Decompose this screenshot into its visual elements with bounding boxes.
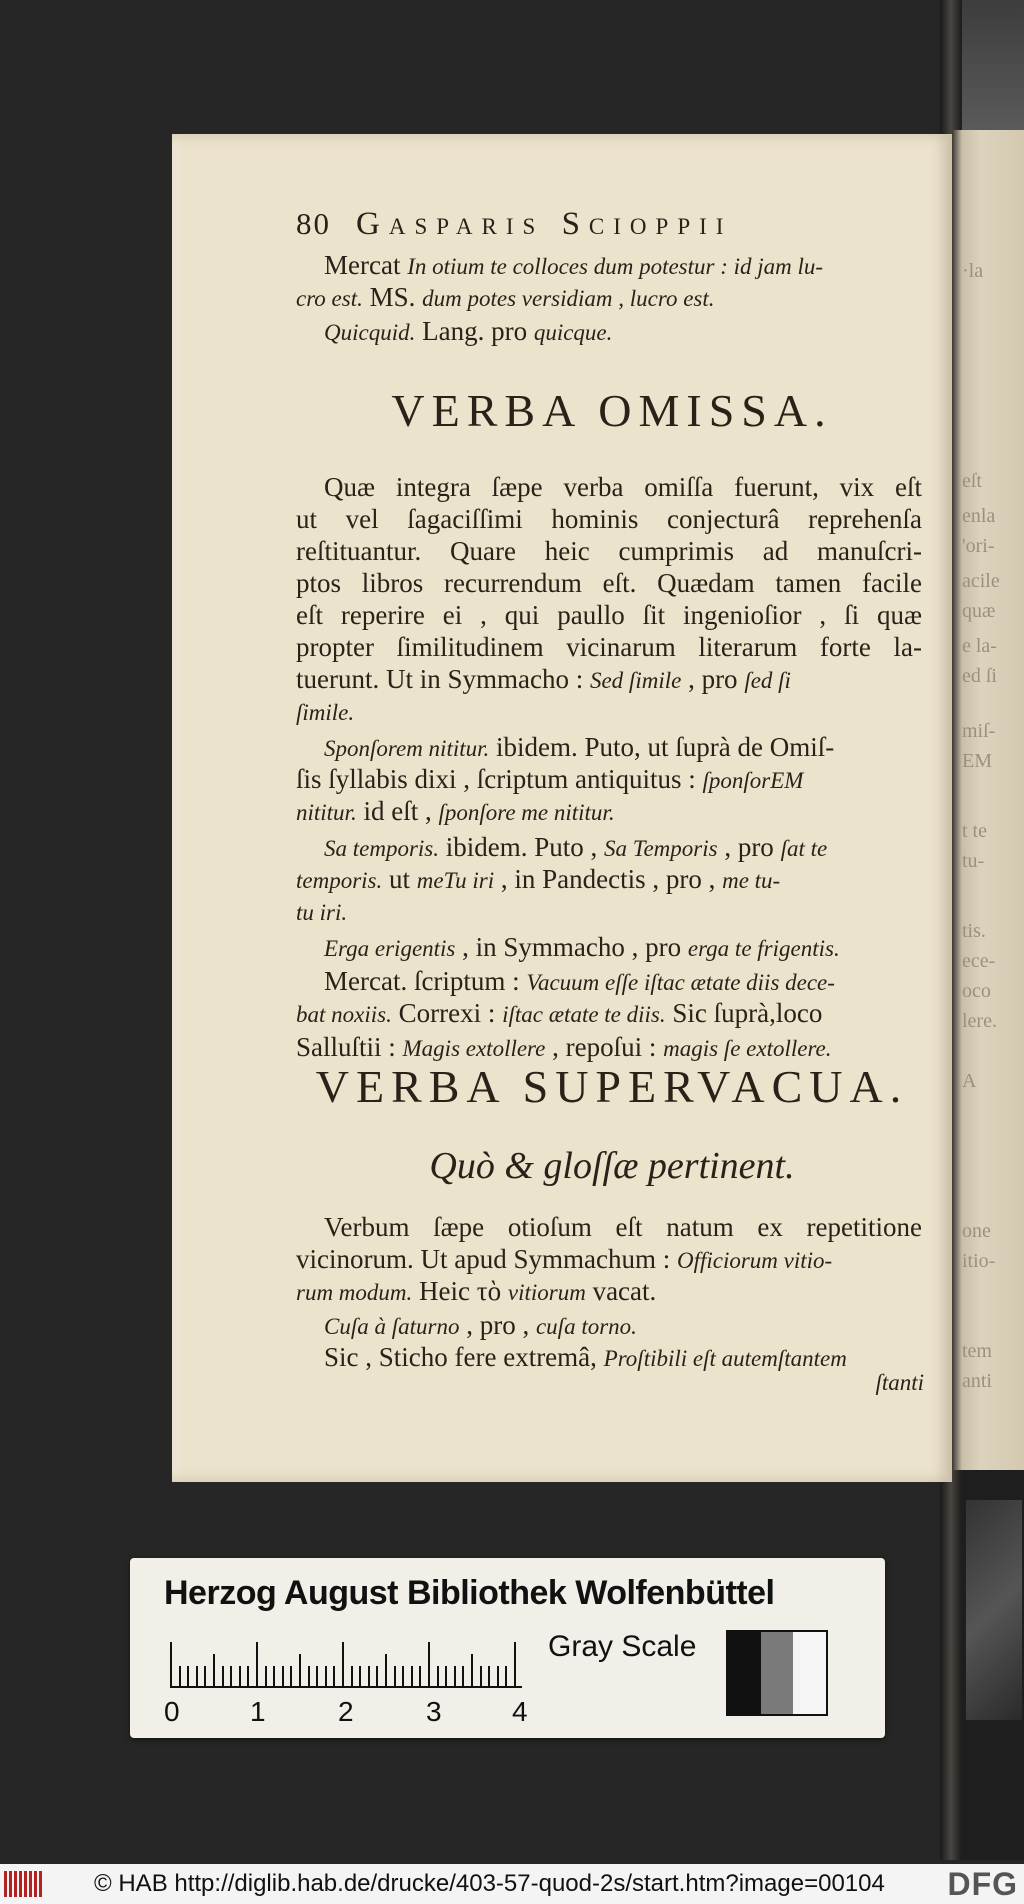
entry-line: ſis ſyllabis dixi , ſcriptum antiquitus : ſponſorEM — [296, 764, 804, 794]
facing-page-text: tis. — [962, 920, 986, 942]
entry-line: Sic , Sticho fere extremâ, Proſtibili eſt autemſtantem — [324, 1342, 847, 1372]
ruler-tick — [385, 1654, 387, 1688]
ruler-tick — [376, 1666, 378, 1688]
facing-page-text: acile — [962, 570, 1000, 592]
entry-line: tu iri. — [296, 900, 348, 925]
entry-line: nititur. id eſt , ſponſore me nititur. — [296, 796, 615, 826]
paragraph-line: ſimile. — [296, 700, 355, 725]
paragraph-line: ut vel ſagaciſſimi hominis conjecturâ reprehenſa — [296, 504, 922, 534]
facing-page-text: e la- — [962, 635, 997, 657]
gray-swatch — [728, 1632, 761, 1714]
binding-edge-top — [962, 0, 1024, 130]
page-number: 80 — [296, 206, 331, 241]
gray-scale-label: Gray Scale — [548, 1630, 697, 1663]
ruler-scale — [170, 1636, 530, 1688]
library-title: Herzog August Bibliothek Wolfenbüttel — [164, 1574, 775, 1612]
ruler-tick — [196, 1666, 198, 1688]
ruler-tick — [256, 1642, 258, 1688]
ruler-tick — [368, 1666, 370, 1688]
gray-scale-swatches — [726, 1630, 828, 1716]
ruler-tick — [462, 1666, 464, 1688]
paragraph-line: tuerunt. Ut in Symmacho : Sed ſimile , pro ſed ſi — [296, 664, 791, 694]
ruler-tick — [454, 1666, 456, 1688]
facing-page-text: quæ — [962, 600, 996, 622]
section-heading-verba-omissa: VERBA OMISSA. — [391, 385, 833, 436]
paragraph-line: reſtituantur. Quare heic cumprimis ad manuſcri- — [296, 536, 922, 566]
ruler-tick — [445, 1666, 447, 1688]
section-subheading: Quò & gloſſæ pertinent. — [429, 1145, 795, 1187]
ruler-tick — [437, 1666, 439, 1688]
ruler-number: 0 — [164, 1696, 180, 1727]
ruler-tick — [471, 1654, 473, 1688]
running-title: Gasparis Scioppii — [356, 206, 733, 242]
ruler-tick — [480, 1666, 482, 1688]
ruler-number: 2 — [338, 1696, 354, 1727]
ruler-number: 4 — [512, 1696, 528, 1727]
text-line: cro est. MS. dum potes versidiam , lucro est. — [296, 282, 715, 312]
facing-page-text: t te — [962, 820, 987, 842]
paragraph-line: rum modum. Heic τὸ vitiorum vacat. — [296, 1276, 657, 1306]
ruler-tick — [333, 1666, 335, 1688]
ruler-tick — [351, 1666, 353, 1688]
gray-swatch — [761, 1632, 794, 1714]
facing-page-text: 'ori- — [962, 535, 995, 557]
facing-page-text: ed ſi — [962, 665, 997, 687]
ruler-tick — [488, 1666, 490, 1688]
ruler-tick — [170, 1642, 172, 1688]
copyright-url[interactable]: © HAB http://diglib.hab.de/drucke/403-57-quod-2s/start.htm?image=00104 — [94, 1870, 885, 1897]
ruler-tick — [497, 1666, 499, 1688]
entry-line: Erga erigentis , in Symmacho , pro erga te frigentis. — [324, 932, 840, 962]
ruler-tick — [428, 1642, 430, 1688]
text-line: Mercat In otium te colloces dum potestur : id jam lu- — [324, 250, 824, 280]
running-head — [296, 206, 936, 243]
facing-page-edge — [952, 130, 1024, 1470]
ruler-tick — [265, 1666, 267, 1688]
facing-page-text: EM — [962, 750, 992, 772]
ruler-number: 1 — [250, 1696, 266, 1727]
facing-page-text: anti — [962, 1370, 992, 1392]
facing-page-text: miſ- — [962, 720, 996, 742]
paragraph-line: vicinorum. Ut apud Symmachum : Officiorum vitio- — [296, 1244, 833, 1274]
ruler-tick — [394, 1666, 396, 1688]
ruler-tick — [179, 1666, 181, 1688]
facing-page-text: eſt — [962, 470, 982, 492]
hab-logo-icon — [4, 1869, 50, 1899]
ruler-tick — [342, 1642, 344, 1688]
entry-line: Mercat. ſcriptum : Vacuum eſſe iſtac ætate diis dece- — [324, 966, 835, 996]
ruler-number: 3 — [426, 1696, 442, 1727]
facing-page-text: ece- — [962, 950, 996, 972]
facing-page-text: oco — [962, 980, 991, 1002]
ruler-tick — [411, 1666, 413, 1688]
ruler-tick — [239, 1666, 241, 1688]
book-page — [172, 134, 952, 1482]
catchword: ſtanti — [875, 1370, 924, 1395]
facing-page-text: enla — [962, 505, 996, 527]
paragraph-line: ptos libros recurrendum eſt. Quædam tamen facile — [296, 568, 922, 598]
library-label-card — [130, 1558, 885, 1738]
ruler-tick — [282, 1666, 284, 1688]
text-line: Quicquid. Lang. pro quicque. — [324, 316, 613, 346]
facing-page-text: lere. — [962, 1010, 997, 1032]
ruler-tick — [514, 1642, 516, 1688]
ruler-tick — [402, 1666, 404, 1688]
entry-line: bat noxiis. Correxi : iſtac ætate te diis. Sic ſuprà,loco — [296, 998, 823, 1028]
ruler-tick — [204, 1666, 206, 1688]
paragraph-line: Quæ integra ſæpe verba omiſſa fuerunt, vix eſt — [324, 472, 922, 502]
facing-page-text: tu- — [962, 850, 985, 872]
ruler-tick — [316, 1666, 318, 1688]
facing-page-text: tem — [962, 1340, 992, 1362]
binding-edge-bottom — [962, 1470, 1024, 1860]
entry-line: temporis. ut meTu iri , in Pandectis , pro , me tu- — [296, 864, 781, 894]
paragraph-line: propter ſimilitudinem vicinarum literarum forte la- — [296, 632, 922, 662]
ruler-tick — [359, 1666, 361, 1688]
facing-page-text: A — [962, 1070, 977, 1092]
dfg-logo: DFG — [947, 1866, 1018, 1902]
ruler-tick — [419, 1666, 421, 1688]
facing-page-text: ·la — [962, 260, 984, 282]
paragraph-line: eſt reperire ei , qui paullo ſit ingenioſior , ſi quæ — [296, 600, 922, 630]
footer-bar — [0, 1864, 1024, 1904]
gray-swatch — [793, 1632, 826, 1714]
ruler-tick — [247, 1666, 249, 1688]
entry-line: Sa temporis. ibidem. Puto , Sa Temporis , pro ſat te — [324, 832, 828, 862]
ruler-tick — [273, 1666, 275, 1688]
ruler-tick — [290, 1666, 292, 1688]
ruler-tick — [299, 1654, 301, 1688]
entry-line: Salluſtii : Magis extollere , repoſui : magis ſe extollere. — [296, 1032, 832, 1062]
ruler-tick — [325, 1666, 327, 1688]
ruler-tick — [308, 1666, 310, 1688]
facing-page-text: itio- — [962, 1250, 996, 1272]
entry-line: Sponſorem nititur. ibidem. Puto, ut ſuprà de Omiſ- — [324, 732, 835, 762]
ruler-tick — [230, 1666, 232, 1688]
section-heading-verba-supervacua: VERBA SUPERVACUA. — [315, 1061, 909, 1112]
ruler-tick — [187, 1666, 189, 1688]
entry-line: Cuſa à ſaturno , pro , cuſa torno. — [324, 1310, 637, 1340]
ruler-tick — [222, 1666, 224, 1688]
facing-page-text: one — [962, 1220, 991, 1242]
ruler-tick — [505, 1666, 507, 1688]
paragraph-line: Verbum ſæpe otioſum eſt natum ex repetitione — [324, 1212, 922, 1242]
ruler-tick — [213, 1654, 215, 1688]
